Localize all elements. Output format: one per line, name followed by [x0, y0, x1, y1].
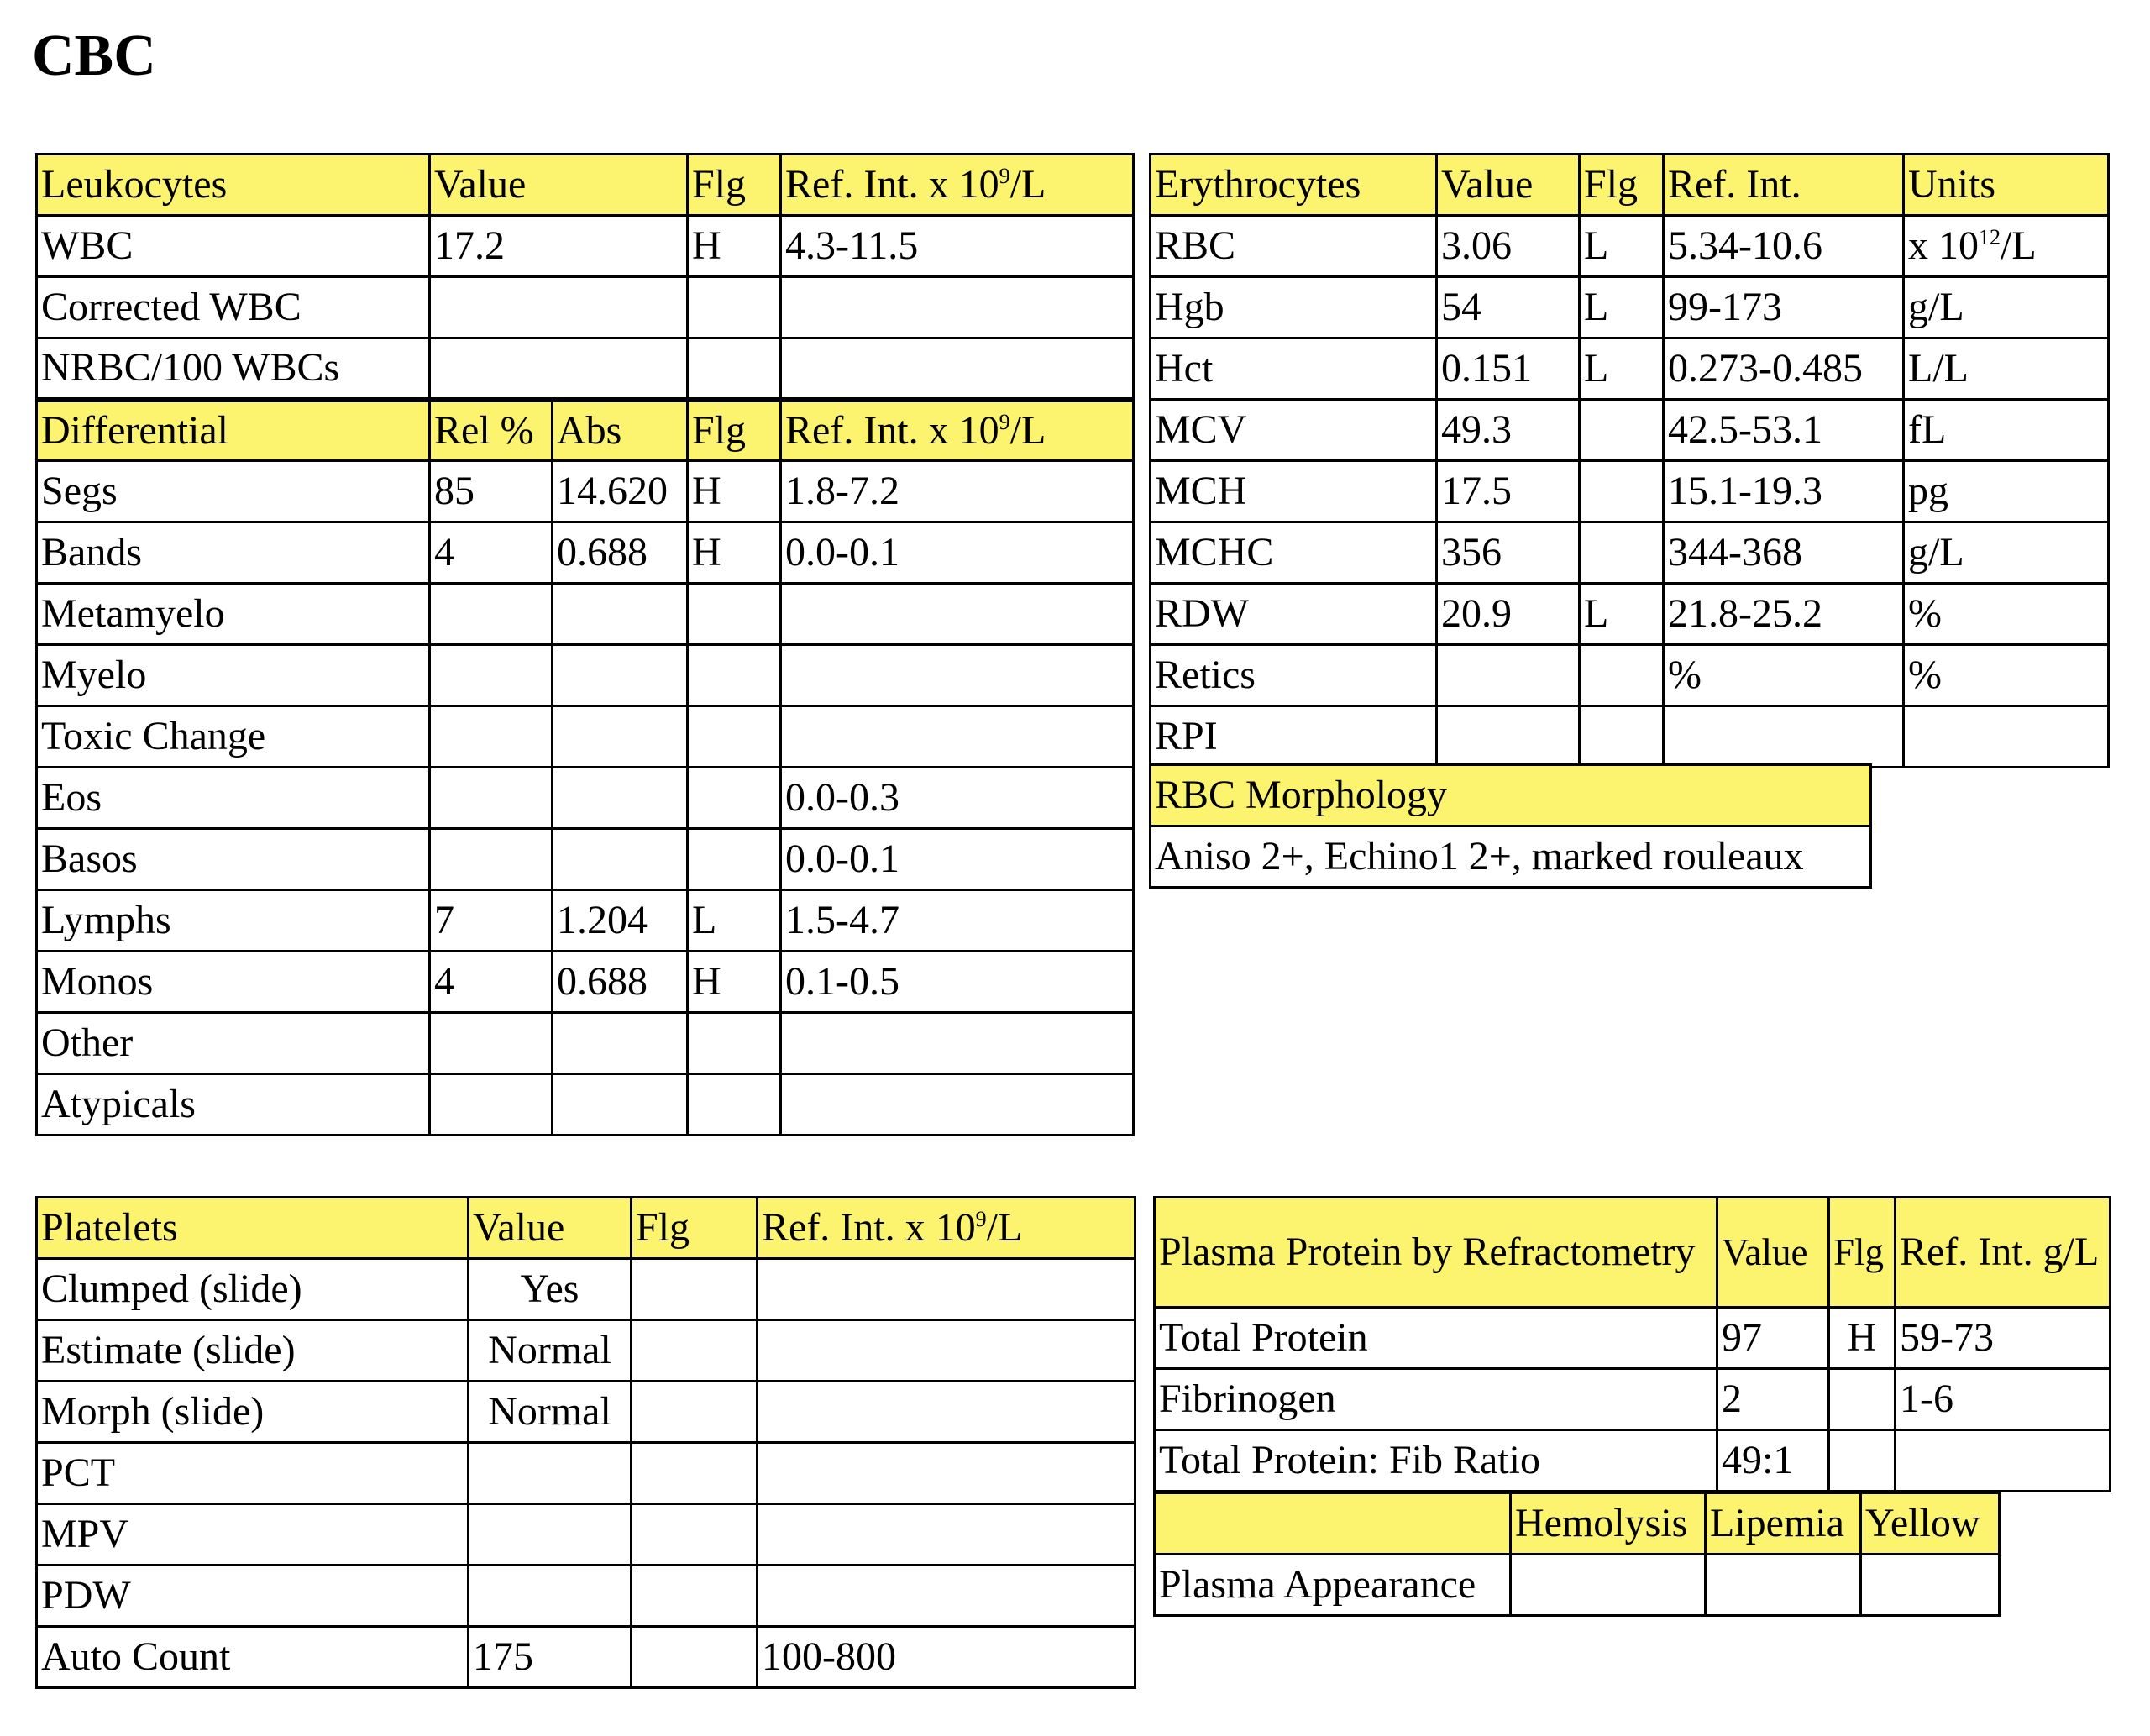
row-flag [688, 645, 781, 706]
row-units: % [1904, 645, 2109, 706]
row-flag [688, 1074, 781, 1135]
table-row [1155, 1369, 2111, 1430]
row-value: Yes [469, 1259, 632, 1320]
leukocytes-table [35, 153, 1135, 1136]
row-ref: 99-173 [1664, 277, 1904, 338]
row-label: Plasma Appearance [1155, 1555, 1511, 1616]
row-abs: 1.204 [553, 890, 688, 952]
row-label: Total Protein [1155, 1308, 1717, 1369]
row-value: 0.151 [1437, 338, 1580, 400]
row-ref [758, 1566, 1135, 1627]
row-ref [781, 1074, 1134, 1135]
row-flag: H [1829, 1308, 1896, 1369]
row-label: Lymphs [37, 890, 430, 952]
row-label: Morph (slide) [37, 1382, 469, 1443]
leukocytes-header: Leukocytes [37, 155, 430, 216]
row-ref: 0.273-0.485 [1664, 338, 1904, 400]
row-flag [688, 1013, 781, 1074]
row-ref: 5.34-10.6 [1664, 216, 1904, 277]
row-units [1904, 706, 2109, 768]
row-flag [632, 1443, 758, 1504]
row-flag [1580, 461, 1664, 522]
table-row [37, 1504, 1135, 1566]
row-ref [758, 1320, 1135, 1382]
leukocytes-header-row [37, 155, 1134, 216]
row-rel [430, 645, 553, 706]
ref-int-header: Ref. Int. g/L [1896, 1198, 2111, 1308]
row-value [430, 338, 688, 400]
row-flag [632, 1566, 758, 1627]
table-row [1151, 400, 2109, 461]
plasma-appearance-blank-header [1155, 1493, 1511, 1555]
hemolysis-value [1511, 1555, 1706, 1616]
value-header: Value [430, 155, 688, 216]
row-rel [430, 1074, 553, 1135]
row-abs: 14.620 [553, 461, 688, 522]
erythrocytes-header: Erythrocytes [1151, 155, 1437, 216]
row-label: Segs [37, 461, 430, 522]
table-row [37, 952, 1134, 1013]
table-row [1151, 706, 2109, 768]
row-flag [632, 1382, 758, 1443]
plasma-protein-table [1153, 1196, 2111, 1492]
row-flag [632, 1320, 758, 1382]
table-row [1151, 522, 2109, 584]
row-rel [430, 829, 553, 890]
row-flag [1829, 1430, 1896, 1492]
row-flag [632, 1259, 758, 1320]
row-ref: 0.0-0.1 [781, 829, 1134, 890]
flag-header: Flg [632, 1198, 758, 1259]
row-ref [781, 277, 1134, 338]
table-row [37, 890, 1134, 952]
plasma-appearance-table [1153, 1492, 2001, 1617]
row-units: fL [1904, 400, 2109, 461]
units-header: Units [1904, 155, 2109, 216]
hemolysis-header: Hemolysis [1511, 1493, 1706, 1555]
row-flag [688, 768, 781, 829]
platelets-header-row [37, 1198, 1135, 1259]
rel-percent-header: Rel % [430, 400, 553, 461]
row-flag [1829, 1369, 1896, 1430]
table-row [37, 584, 1134, 645]
row-ref [781, 645, 1134, 706]
row-flag: H [688, 216, 781, 277]
row-ref [758, 1443, 1135, 1504]
rbc-morphology-table [1149, 763, 1872, 889]
row-ref [1664, 706, 1904, 768]
differential-header: Differential [37, 400, 430, 461]
row-label: MCV [1151, 400, 1437, 461]
row-flag: L [1580, 584, 1664, 645]
value-header: Value [1717, 1198, 1829, 1308]
row-label: Total Protein: Fib Ratio [1155, 1430, 1717, 1492]
row-ref [781, 706, 1134, 768]
ref-int-header: Ref. Int. x $10^9/L$ [781, 400, 1134, 461]
row-abs: 0.688 [553, 952, 688, 1013]
row-label: Hgb [1151, 277, 1437, 338]
table-row [37, 1074, 1134, 1135]
row-flag: L [688, 890, 781, 952]
ref-int-header: Ref. Int. [1664, 155, 1904, 216]
row-flag [688, 829, 781, 890]
row-ref [758, 1382, 1135, 1443]
row-units: g/L [1904, 277, 2109, 338]
erythrocytes-table [1149, 153, 2110, 768]
row-value: 17.5 [1437, 461, 1580, 522]
platelets-header: Platelets [37, 1198, 469, 1259]
row-ref: 0.1-0.5 [781, 952, 1134, 1013]
table-row [1151, 584, 2109, 645]
lipemia-value [1706, 1555, 1861, 1616]
row-ref: 1.8-7.2 [781, 461, 1134, 522]
yellow-value [1861, 1555, 2000, 1616]
row-label: Auto Count [37, 1627, 469, 1688]
row-label: RBC [1151, 216, 1437, 277]
page-title: CBC [32, 24, 156, 88]
plasma-protein-header: Plasma Protein by Refractometry [1155, 1198, 1717, 1308]
row-units: pg [1904, 461, 2109, 522]
row-abs [553, 768, 688, 829]
row-ref: 4.3-11.5 [781, 216, 1134, 277]
row-rel: 4 [430, 522, 553, 584]
row-value [430, 277, 688, 338]
row-units: L/L [1904, 338, 2109, 400]
row-flag: L [1580, 277, 1664, 338]
flag-header: Flg [1580, 155, 1664, 216]
row-units: g/L [1904, 522, 2109, 584]
row-rel [430, 584, 553, 645]
row-rel [430, 1013, 553, 1074]
row-ref: 1-6 [1896, 1369, 2111, 1430]
row-label: Monos [37, 952, 430, 1013]
table-row [1151, 826, 1871, 888]
row-value: 356 [1437, 522, 1580, 584]
row-value: 20.9 [1437, 584, 1580, 645]
differential-header-row [37, 400, 1134, 461]
row-ref: 42.5-53.1 [1664, 400, 1904, 461]
row-rel: 85 [430, 461, 553, 522]
row-label: Estimate (slide) [37, 1320, 469, 1382]
row-ref: 100-800 [758, 1627, 1135, 1688]
table-row [37, 1566, 1135, 1627]
row-flag: H [688, 461, 781, 522]
row-rel: 4 [430, 952, 553, 1013]
table-row [37, 1259, 1135, 1320]
row-value [469, 1504, 632, 1566]
row-flag [688, 277, 781, 338]
ref-int-header: Ref. Int. x $10^9/L$ [758, 1198, 1135, 1259]
row-ref [781, 584, 1134, 645]
row-flag [688, 338, 781, 400]
row-rel: 7 [430, 890, 553, 952]
rbc-morphology-header-row [1151, 765, 1871, 826]
row-value: 3.06 [1437, 216, 1580, 277]
table-row [1151, 461, 2109, 522]
row-value: 2 [1717, 1369, 1829, 1430]
row-label: RPI [1151, 706, 1437, 768]
table-row [37, 706, 1134, 768]
row-rel [430, 768, 553, 829]
table-row [37, 645, 1134, 706]
row-ref: 0.0-0.3 [781, 768, 1134, 829]
table-row [37, 1627, 1135, 1688]
row-ref [1896, 1430, 2111, 1492]
row-label: Toxic Change [37, 706, 430, 768]
plasma-protein-header-row [1155, 1198, 2111, 1308]
row-flag: H [688, 952, 781, 1013]
row-abs [553, 1074, 688, 1135]
row-abs [553, 706, 688, 768]
row-flag [688, 706, 781, 768]
table-row [37, 216, 1134, 277]
row-label: Basos [37, 829, 430, 890]
flag-header: Flg [1829, 1198, 1896, 1308]
flag-header: Flg [688, 155, 781, 216]
row-label: PCT [37, 1443, 469, 1504]
row-value [1437, 706, 1580, 768]
table-row [37, 768, 1134, 829]
row-abs: 0.688 [553, 522, 688, 584]
table-row [1151, 645, 2109, 706]
row-value [469, 1443, 632, 1504]
table-row [37, 1443, 1135, 1504]
yellow-header: Yellow [1861, 1493, 2000, 1555]
table-row [1155, 1430, 2111, 1492]
row-value: Normal [469, 1382, 632, 1443]
row-value: 49:1 [1717, 1430, 1829, 1492]
row-label: Clumped (slide) [37, 1259, 469, 1320]
row-units: % [1904, 584, 2109, 645]
row-ref [781, 338, 1134, 400]
erythrocytes-header-row [1151, 155, 2109, 216]
row-label: MPV [37, 1504, 469, 1566]
row-flag: L [1580, 338, 1664, 400]
row-ref: 344-368 [1664, 522, 1904, 584]
row-ref [781, 1013, 1134, 1074]
row-flag [1580, 522, 1664, 584]
row-value [1437, 645, 1580, 706]
row-abs [553, 829, 688, 890]
row-flag [1580, 706, 1664, 768]
row-abs [553, 1013, 688, 1074]
table-row [1155, 1308, 2111, 1369]
row-label: Retics [1151, 645, 1437, 706]
table-row [37, 338, 1134, 400]
row-label: PDW [37, 1566, 469, 1627]
table-row [1151, 338, 2109, 400]
row-label: NRBC/100 WBCs [37, 338, 430, 400]
ref-int-header: Ref. Int. x $10^9/L$ [781, 155, 1134, 216]
row-ref [758, 1259, 1135, 1320]
row-flag [1580, 645, 1664, 706]
row-value: 175 [469, 1627, 632, 1688]
table-row [37, 1320, 1135, 1382]
rbc-morphology-text: Aniso 2+, Echino1 2+, marked rouleaux [1151, 826, 1871, 888]
row-ref: 0.0-0.1 [781, 522, 1134, 584]
row-flag: H [688, 522, 781, 584]
table-row [37, 1382, 1135, 1443]
table-row [37, 461, 1134, 522]
flag-header: Flg [688, 400, 781, 461]
row-label: WBC [37, 216, 430, 277]
value-header: Value [1437, 155, 1580, 216]
lipemia-header: Lipemia [1706, 1493, 1861, 1555]
row-flag [632, 1627, 758, 1688]
row-label: Corrected WBC [37, 277, 430, 338]
row-label: Myelo [37, 645, 430, 706]
row-label: MCH [1151, 461, 1437, 522]
row-label: RDW [1151, 584, 1437, 645]
row-label: Eos [37, 768, 430, 829]
table-row [1155, 1555, 2000, 1616]
rbc-morphology-header: RBC Morphology [1151, 765, 1871, 826]
table-row [37, 1013, 1134, 1074]
row-label: Metamyelo [37, 584, 430, 645]
row-ref: 15.1-19.3 [1664, 461, 1904, 522]
row-ref: 21.8-25.2 [1664, 584, 1904, 645]
row-abs [553, 584, 688, 645]
row-value: 54 [1437, 277, 1580, 338]
row-rel [430, 706, 553, 768]
row-label: Other [37, 1013, 430, 1074]
table-row [37, 277, 1134, 338]
row-ref: % [1664, 645, 1904, 706]
row-label: MCHC [1151, 522, 1437, 584]
row-flag [1580, 400, 1664, 461]
row-ref: 1.5-4.7 [781, 890, 1134, 952]
row-ref [758, 1504, 1135, 1566]
row-flag [632, 1504, 758, 1566]
row-units: x $10^{12}/L$ [1904, 216, 2109, 277]
table-row [1151, 277, 2109, 338]
row-label: Atypicals [37, 1074, 430, 1135]
table-row [37, 522, 1134, 584]
row-label: Hct [1151, 338, 1437, 400]
table-row [1151, 216, 2109, 277]
row-value: 49.3 [1437, 400, 1580, 461]
row-value: 97 [1717, 1308, 1829, 1369]
row-value: 17.2 [430, 216, 688, 277]
value-header: Value [469, 1198, 632, 1259]
abs-header: Abs [553, 400, 688, 461]
row-ref: 59-73 [1896, 1308, 2111, 1369]
row-abs [553, 645, 688, 706]
row-flag [688, 584, 781, 645]
table-row [37, 829, 1134, 890]
row-label: Fibrinogen [1155, 1369, 1717, 1430]
row-flag: L [1580, 216, 1664, 277]
plasma-appearance-header-row [1155, 1493, 2000, 1555]
row-value [469, 1566, 632, 1627]
platelets-table [35, 1196, 1136, 1689]
row-label: Bands [37, 522, 430, 584]
row-value: Normal [469, 1320, 632, 1382]
